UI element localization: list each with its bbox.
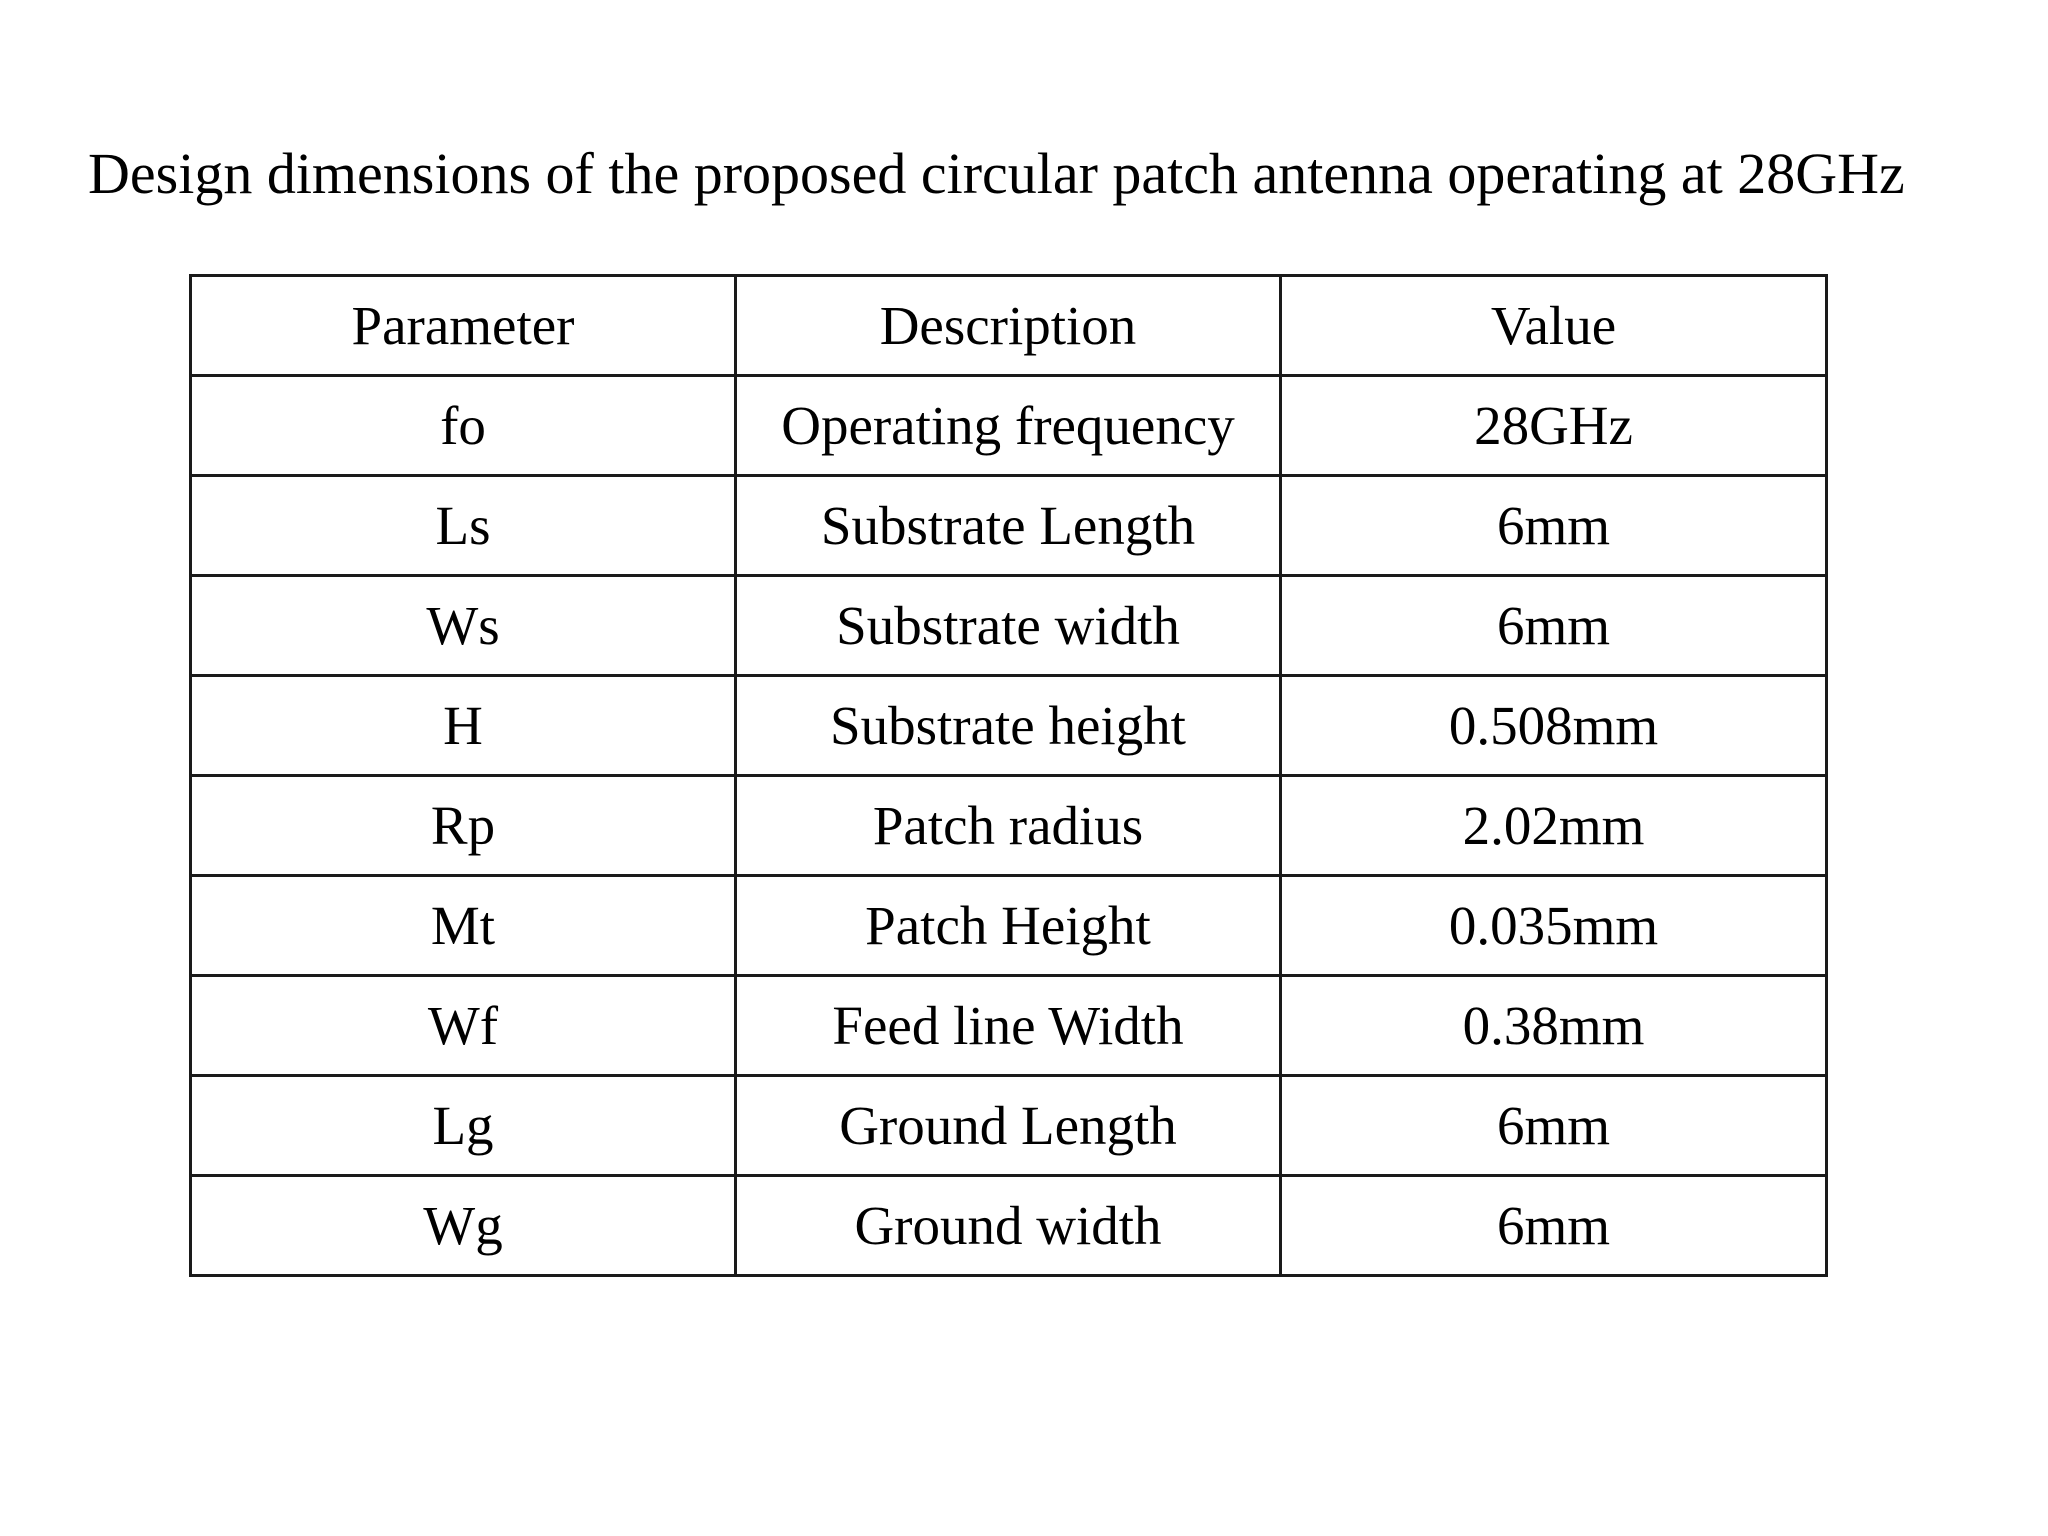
cell-description: Patch radius — [736, 776, 1281, 876]
cell-description: Substrate Length — [736, 476, 1281, 576]
cell-value: 0.508mm — [1281, 676, 1827, 776]
cell-description: Feed line Width — [736, 976, 1281, 1076]
cell-parameter: Lg — [191, 1076, 736, 1176]
table-row — [191, 476, 1827, 576]
header-parameter: Parameter — [191, 276, 736, 376]
table-row — [191, 776, 1827, 876]
table-caption: Design dimensions of the proposed circular patch antenna operating at 28GHz — [88, 141, 1905, 206]
cell-description: Ground width — [736, 1176, 1281, 1276]
cell-description: Substrate width — [736, 576, 1281, 676]
cell-value: 6mm — [1281, 1176, 1827, 1276]
cell-parameter: fo — [191, 376, 736, 476]
cell-value: 6mm — [1281, 1076, 1827, 1176]
table-row — [191, 976, 1827, 1076]
table-row — [191, 1076, 1827, 1176]
table-header-row — [191, 276, 1827, 376]
cell-description: Ground Length — [736, 1076, 1281, 1176]
header-description: Description — [736, 276, 1281, 376]
cell-description: Patch Height — [736, 876, 1281, 976]
cell-parameter: Wg — [191, 1176, 736, 1276]
table-row — [191, 376, 1827, 476]
cell-value: 6mm — [1281, 476, 1827, 576]
cell-value: 0.38mm — [1281, 976, 1827, 1076]
cell-description: Operating frequency — [736, 376, 1281, 476]
table-row — [191, 676, 1827, 776]
design-dimensions-table — [189, 274, 1828, 1277]
table-row — [191, 876, 1827, 976]
cell-parameter: Ws — [191, 576, 736, 676]
cell-value: 28GHz — [1281, 376, 1827, 476]
cell-description: Substrate height — [736, 676, 1281, 776]
cell-parameter: Rp — [191, 776, 736, 876]
cell-parameter: Wf — [191, 976, 736, 1076]
table-row — [191, 576, 1827, 676]
table-row — [191, 1176, 1827, 1276]
cell-value: 6mm — [1281, 576, 1827, 676]
cell-parameter: Ls — [191, 476, 736, 576]
cell-parameter: H — [191, 676, 736, 776]
cell-parameter: Mt — [191, 876, 736, 976]
header-value: Value — [1281, 276, 1827, 376]
cell-value: 2.02mm — [1281, 776, 1827, 876]
cell-value: 0.035mm — [1281, 876, 1827, 976]
